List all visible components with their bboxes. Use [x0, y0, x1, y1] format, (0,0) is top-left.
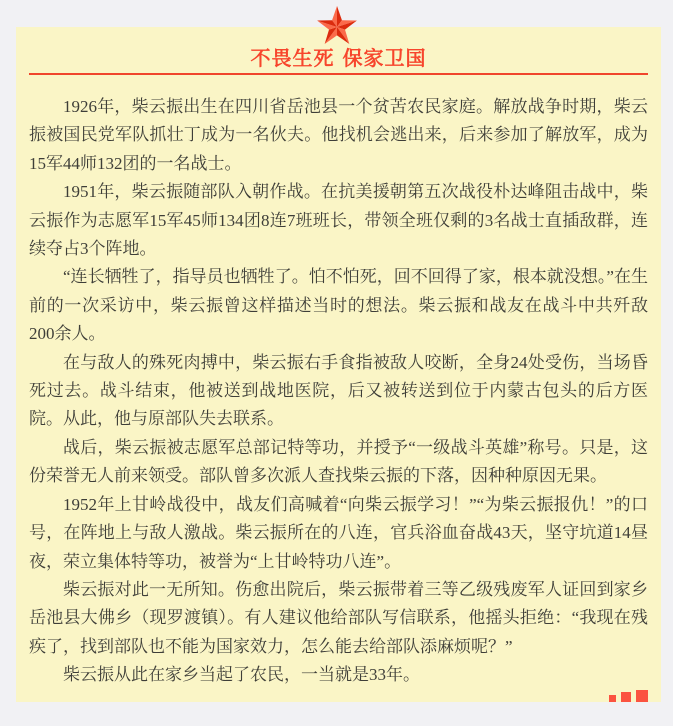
paragraph: 1952年上甘岭战役中，战友们高喊着“向柴云振学习！”“为柴云振报仇！”的口号，在阵地上与敌人激战。柴云振所在的八连，官兵浴血奋战43天，坚守坑道14昼夜，荣立集体特等功，被誉为“上甘岭特功八连”。: [29, 494, 648, 571]
footer-squares-decoration: [609, 690, 648, 702]
red-square-medium: [621, 692, 631, 702]
paragraph: 在与敌人的殊死肉搏中，柴云振右手食指被敌人咬断，全身24处受伤，当场昏死过去。战斗结束，他被送到战地医院，后又被转送到位于内蒙古包头的后方医院。从此，他与原部队失去联系。: [29, 352, 648, 429]
paragraph: 1926年，柴云振出生在四川省岳池县一个贫苦农民家庭。解放战争时期，柴云振被国民党军队抓壮丁成为一名伙夫。他找机会逃出来，后来参加了解放军，成为15军44师132团的一名战士。: [29, 97, 648, 173]
paragraph: 1951年，柴云振随部队入朝作战。在抗美援朝第五次战役朴达峰阻击战中，柴云振作为志愿军15军45师134团8连7班班长，带领全班仅剩的3名战士直插敌群，连续夺占3个阵地。: [29, 182, 648, 259]
article-body: [29, 75, 648, 690]
article-panel: [16, 27, 661, 702]
red-square-small: [609, 695, 616, 702]
paragraph: 柴云振从此在家乡当起了农民，一当就是33年。: [63, 665, 420, 685]
red-star-icon: [315, 4, 359, 48]
paragraph: 战后，柴云振被志愿军总部记特等功，并授予“一级战斗英雄”称号。只是，这份荣誉无人前来领受。部队曾多次派人查找柴云振的下落，因种种原因无果。: [29, 437, 648, 486]
paragraph: “连长牺牲了，指导员也牺牲了。怕不怕死，回不回得了家，根本就没想。”在生前的一次采访中，柴云振曾这样描述当时的想法。柴云振和战友在战斗中共歼敌200余人。: [29, 267, 648, 344]
page-title: 不畏生死 保家卫国: [250, 46, 427, 70]
paragraph: 柴云振对此一无所知。伤愈出院后，柴云振带着三等乙级残废军人证回到家乡岳池县大佛乡（现罗渡镇）。有人建议他给部队写信联系，他摇头拒绝：“我现在残疾了，找到部队也不能为国家效力，怎么能去给部队添麻烦呢？”: [29, 579, 648, 656]
red-square-large: [636, 690, 648, 702]
